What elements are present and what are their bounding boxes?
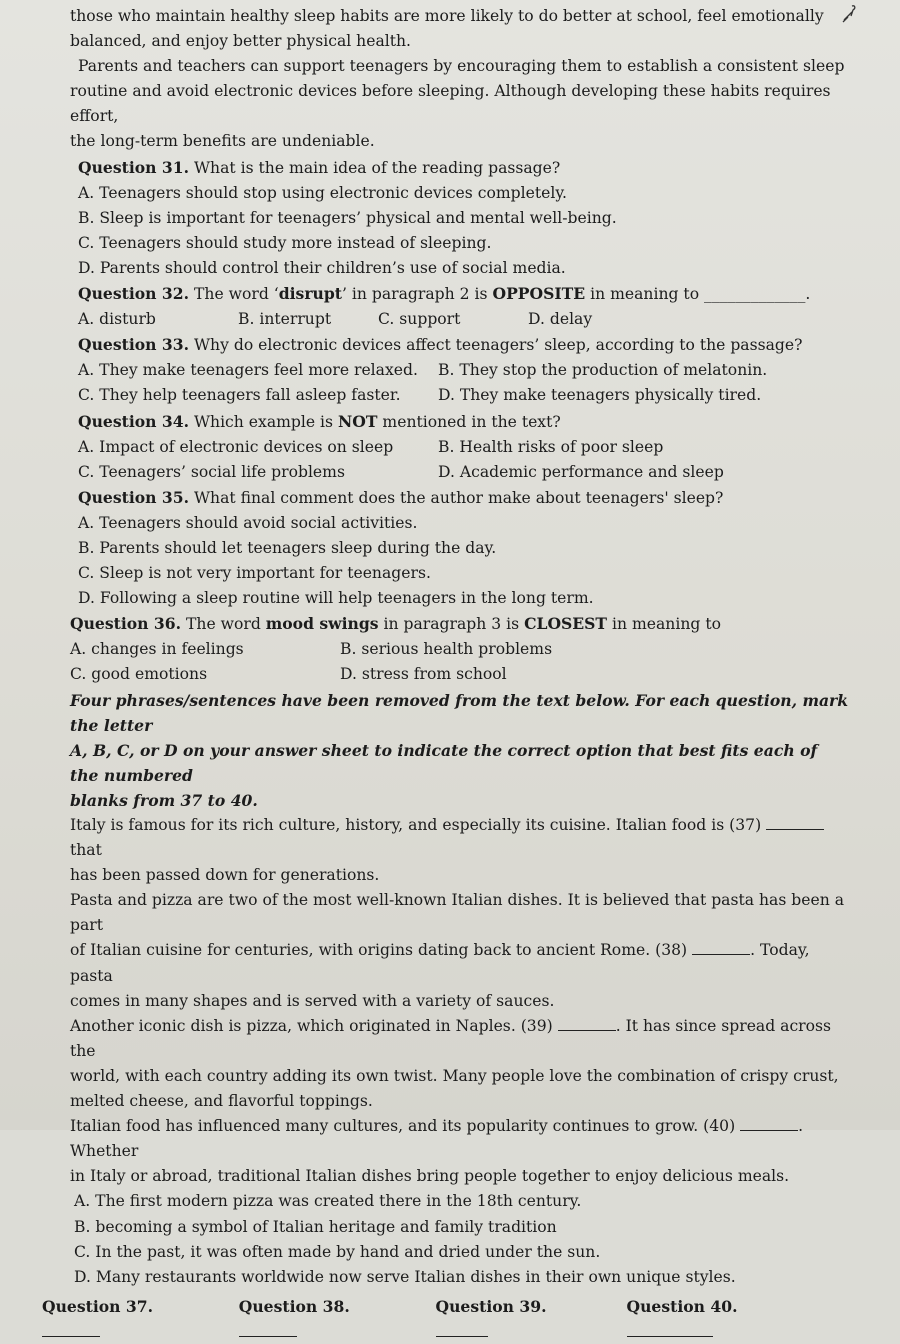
option: C. Teenagers should study more instead of sleeping. [78,233,492,252]
blank-37[interactable] [766,815,824,830]
option: A. The first modern pizza was created there in the 18th century. [74,1192,582,1211]
instructions: Four phrases/sentences have been removed from the text below. For each question, mark the letter A, B, C, or D on your answer sheet to indicate the correct option that best fits each of the numbered blanks from 37 to 40. [70,690,849,810]
option: B. Health risks of poor sleep [438,437,664,456]
fill-options [42,1189,850,1289]
option: D. Parents should control their children’s use of social media. [78,258,566,277]
passage: Italy is famous for its rich culture, history, and especially its cuisine. Italian food is (37) that has been passed down for generations. Pasta and pizza are two of the most well-known Italian dishes. It is believed that pasta has been a part of Italian cuisine for centuries, with origins dating back to ancient Rome. (38) . Today, pasta comes in many shapes and is served with a variety of sauces. Another iconic dish is pizza, which originated in Naples. (39) . It has since spread across the world, with each country adding its own twist. Many people love the combination of crispy crust, melted cheese, and flavorful toppings. Italian food has influenced many cultures, and its popularity continues to grow. (40) . Whether in Italy or abroad, traditional Italian dishes bring people together to enjoy delicious meals. [70,816,845,1186]
option: D. delay [528,310,593,329]
question-text: What is the main idea of the reading passage? [189,158,561,177]
intro-line: the long-term benefits are undeniable. [70,132,375,151]
answer-blank-38[interactable] [239,1322,297,1337]
answer-label: Question 39. [435,1296,547,1316]
option: A. Teenagers should stop using electronic devices completely. [78,183,568,202]
option: D. Following a sleep routine will help teenagers in the long term. [78,589,594,608]
option: B. serious health problems [340,640,553,659]
option: A. Teenagers should avoid social activities. [78,513,418,532]
intro-line: those who maintain healthy sleep habits are more likely to do better at school, feel emotionally [70,7,824,25]
question-36: Question 36. The word mood swings in paragraph 3 is CLOSEST in meaning to A. changes in feelings B. serious health problems C. good emotions D. stress from school [42,611,850,687]
answer-row [42,1294,850,1344]
option: D. They make teenagers physically tired. [438,386,762,405]
intro-line: balanced, and enjoy better physical health. [70,32,412,51]
question-33: Question 33. Why do electronic devices affect teenagers’ sleep, according to the passage? A. They make teenagers feel more relaxed. B. They stop the production of melatonin. C. They help teenagers fall asleep faster. D. They make teenagers physically tired. [42,332,850,408]
option: B. Parents should let teenagers sleep during the day. [78,538,497,557]
pen-mark-icon [838,4,860,26]
answer-label: Question 38. [238,1296,350,1316]
option: B. interrupt [238,310,332,329]
blank-40[interactable] [740,1116,798,1131]
option: B. Sleep is important for teenagers’ physical and mental well-being. [78,208,617,227]
option: C. support [378,310,461,329]
option: C. Teenagers’ social life problems [78,462,345,481]
answer-blank-40[interactable] [627,1322,713,1337]
answer-blank-39[interactable] [436,1322,488,1337]
answer-label: Question 37. [42,1296,154,1316]
blank-39[interactable] [558,1016,616,1031]
option: D. stress from school [340,665,507,684]
question-label: Question 36. [70,614,182,634]
option: A. changes in feelings [70,640,244,659]
question-34: Question 34. Which example is NOT mentioned in the text? A. Impact of electronic devices on sleep B. Health risks of poor sleep C. Teenagers’ social life problems D. Academic performance and sleep [42,409,850,485]
option: A. They make teenagers feel more relaxed. [78,361,418,380]
question-32: Question 32. The word ‘disrupt’ in paragraph 2 is OPPOSITE in meaning to _____________. A. disturb B. interrupt C. support D. delay [42,281,850,332]
answer-blank-37[interactable] [42,1322,100,1337]
option: C. In the past, it was often made by hand and dried under the sun. [74,1242,601,1261]
option: D. Many restaurants worldwide now serve Italian dishes in their own unique styles. [74,1267,736,1286]
question-35: Question 35. What final comment does the author make about teenagers' sleep? A. Teenagers should avoid social activities. B. Parents should let teenagers sleep during the day. C. Sleep is not very important for teenagers. D. Following a sleep routine will help teenagers in the long term. [42,485,850,611]
intro-paragraph [42,4,850,155]
blank-38[interactable] [692,940,750,955]
intro-line: routine and avoid electronic devices before sleeping. Although developing these habits requires effort, [70,82,831,126]
option: C. Sleep is not very important for teenagers. [78,564,431,583]
option: C. They help teenagers fall asleep faster. [78,386,401,405]
option: B. They stop the production of melatonin. [438,361,768,380]
option: A. Impact of electronic devices on sleep [78,437,394,456]
option: B. becoming a symbol of Italian heritage and family tradition [74,1217,557,1236]
question-label: Question 33. [78,335,190,355]
question-label: Question 32. [78,284,190,304]
intro-line: Parents and teachers can support teenagers by encouraging them to establish a consistent sleep [78,57,845,76]
option: C. good emotions [70,665,208,684]
option: D. Academic performance and sleep [438,462,724,481]
question-31 [42,155,850,281]
option: A. disturb [78,310,156,329]
question-label: Question 34. [78,411,190,431]
question-label: Question 35. [78,487,190,507]
answer-label: Question 40. [626,1296,738,1316]
question-label: Question 31. [78,157,190,177]
